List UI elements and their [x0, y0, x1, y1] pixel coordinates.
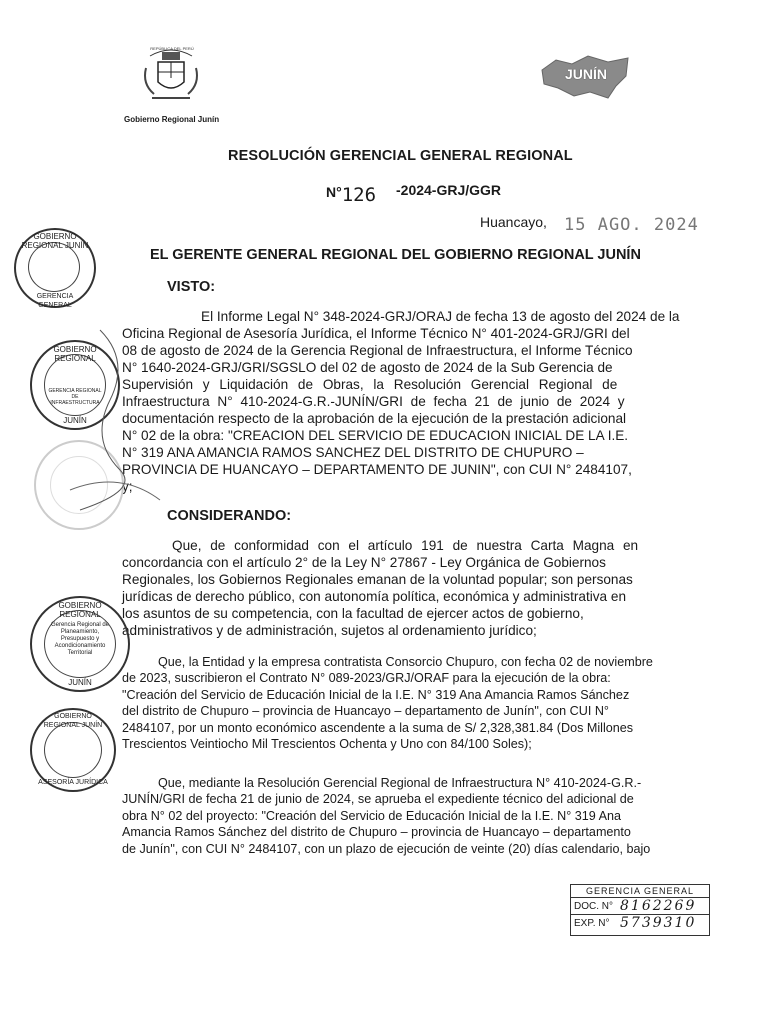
p3-line: Que, mediante la Resolución Gerencial Regional de Infraestructura N° 410-2024-G.R.-	[158, 776, 642, 790]
registry-doc-row	[571, 898, 709, 915]
visto-paragraph	[122, 308, 688, 495]
p1-line: Regionales, los Gobiernos Regionales emanan de la voluntad popular; son personas	[122, 572, 633, 587]
visto-line: Oficina Regional de Asesoría Jurídica, el Informe Técnico N° 401-2024-GRJ/GRI del	[122, 326, 630, 341]
seal-planeamiento	[30, 596, 130, 692]
seal-center-text: Gerencia Regional de Planeamiento, Presupuesto y Acondicionamiento Territorial	[50, 622, 110, 656]
doc-label: DOC. N°	[574, 900, 613, 912]
junin-logo-text: JUNÍN	[564, 66, 607, 82]
seal-bottom-text: JUNÍN	[63, 416, 87, 425]
considerando-p3	[122, 775, 690, 857]
p2-line: Trescientos Veintiocho Mil Trescientos Ochenta y Uno con 84/100 Soles);	[122, 737, 532, 752]
exp-label: EXP. N°	[574, 917, 610, 929]
seal-ring-text: GOBIERNO REGIONAL	[53, 345, 97, 363]
p3-line: JUNÍN/GRI de fecha 21 de junio de 2024, se aprueba el expediente técnico del adicional de	[122, 792, 634, 807]
seal-ring-text: GOBIERNO REGIONAL JUNÍN	[21, 232, 89, 250]
city: Huancayo,	[480, 214, 547, 230]
visto-line: Supervisión y Liquidación de Obras, la Resolución Gerencial Regional de	[122, 377, 618, 392]
p3-line: de Junín", con CUI N° 2484107, con un plazo de ejecución de veinte (20) días calendario, bajo	[122, 841, 651, 856]
visto-line: y;	[122, 479, 133, 494]
visto-line: documentación respecto de la aprobación de la ejecución de la prestación adicional	[122, 411, 627, 426]
visto-heading: VISTO:	[167, 279, 216, 295]
org-label: Gobierno Regional Junín	[124, 115, 220, 124]
visto-line: El Informe Legal N° 348-2024-GRJ/ORAJ de fecha 13 de agosto del 2024 de la	[201, 309, 680, 324]
visto-line: PROVINCIA DE HUANCAYO – DEPARTAMENTO DE JUNIN", con CUI N° 2484107,	[122, 462, 632, 477]
p2-line: del distrito de Chupuro – provincia de Huancayo – departamento de Junín", con CUI N°	[122, 704, 609, 719]
number-prefix: N°	[326, 184, 342, 200]
registry-box	[570, 884, 710, 936]
visto-line: N° 319 ANA AMANCIA RAMOS SANCHEZ DEL DISTRITO DE CHUPURO –	[122, 445, 584, 460]
resolution-number	[326, 180, 377, 206]
p1-line: Que, de conformidad con el artículo 191 de nuestra Carta Magna en	[172, 538, 639, 553]
number-suffix: -2024-GRJ/GGR	[396, 182, 502, 198]
doc-value: 8162269	[620, 898, 697, 914]
p2-line: Que, la Entidad y la empresa contratista Consorcio Chupuro, con fecha 02 de noviembre	[158, 655, 653, 669]
authority-heading: EL GERENTE GENERAL REGIONAL DEL GOBIERNO REGIONAL JUNÍN	[150, 247, 641, 263]
seal-gerencia-general	[14, 228, 96, 308]
resolution-title: RESOLUCIÓN GERENCIAL GENERAL REGIONAL	[228, 148, 573, 164]
number-value: 126	[341, 184, 377, 206]
p3-line: obra N° 02 del proyecto: "Creación del Servicio de Educación Inicial de la I.E. N° 319 Ana	[122, 808, 621, 823]
p1-line: los asuntos de su competencia, con la facultad de ejercer actos de gobierno,	[122, 606, 584, 621]
visto-line: N° 02 de la obra: "CREACION DEL SERVICIO DE EDUCACION INICIAL DE LA I.E.	[122, 428, 629, 443]
p2-line: "Creación del Servicio de Educación Inicial de la I.E. N° 319 Ana Amancia Ramos Sánchez	[122, 687, 630, 702]
seal-ring-text: GOBIERNO REGIONAL	[58, 601, 102, 619]
seal-center-text: GERENCIA REGIONAL DE INFRAESTRUCTURA	[48, 388, 102, 406]
registry-header: GERENCIA GENERAL	[571, 885, 709, 898]
considerando-p2	[122, 654, 690, 752]
p1-line: jurídicas de derecho público, con autonomía política, económica y administrativa en	[122, 589, 627, 604]
p2-line: 2484107, por un monto económico ascendente a la suma de S/ 2,328,381.84 (Dos Millones	[122, 720, 634, 735]
visto-line: N° 1640-2024-GRJ/GRI/SGSLO del 02 de agosto de 2024 de la Sub Gerencia de	[122, 360, 613, 375]
date-stamp: 15 AGO. 2024	[564, 215, 699, 235]
p2-line: de 2023, suscribieron el Contrato N° 089-2023/GRJ/ORAF para la ejecución de la obra:	[122, 671, 611, 686]
seal-bottom-text: GERENCIA GENERAL	[36, 293, 74, 309]
seal-bottom-text: JUNÍN	[68, 678, 92, 687]
visto-line: 08 de agosto de 2024 de la Gerencia Regional de Infraestructura, el Informe Técnico	[122, 343, 633, 358]
seal-bottom-text: ASESORÍA JURÍDICA	[38, 779, 108, 786]
p1-line: administrativos y de administración, sujetos al ordenamiento jurídico;	[122, 623, 537, 638]
shield-caption: REPÚBLICA DEL PERÚ	[150, 46, 194, 51]
signature-mark	[60, 320, 170, 520]
seal-ring-text: GOBIERNO REGIONAL JUNÍN	[43, 713, 103, 729]
p3-line: Amancia Ramos Sánchez del distrito de Chupuro – provincia de Huancayo – departamento	[122, 825, 631, 840]
junin-logo	[538, 52, 632, 102]
considerando-p1	[122, 537, 688, 639]
seal-asesoria-juridica	[30, 708, 116, 792]
peru-shield-logo	[140, 48, 202, 106]
considerando-heading: CONSIDERANDO:	[167, 508, 292, 524]
visto-line: Infraestructura N° 410-2024-G.R.-JUNÍN/GRI de fecha 21 de junio de 2024 y	[122, 394, 625, 409]
registry-exp-row	[571, 915, 709, 931]
exp-value: 5739310	[620, 915, 697, 931]
seal-inner-ring	[44, 722, 102, 778]
p1-line: concordancia con el artículo 2° de la Ley N° 27867 - Ley Orgánica de Gobiernos	[122, 555, 606, 570]
